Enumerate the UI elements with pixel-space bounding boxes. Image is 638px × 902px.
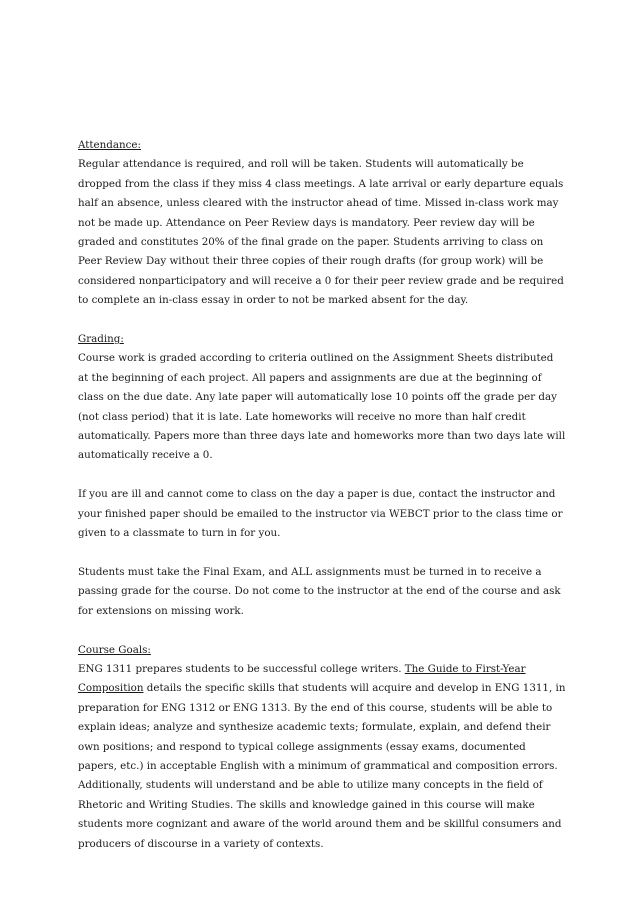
course-goals-heading: Course Goals: xyxy=(78,643,151,656)
final-exam-paragraph: Students must take the Final Exam, and ALL assignments must be turned in to receive a passing grade for the course. Do not come to the instructor at the end of the course and ask for extensions on missing work. xyxy=(78,565,561,617)
paragraph-spacer xyxy=(78,466,566,485)
grading-heading: Grading: xyxy=(78,333,124,346)
grading-paragraph: Course work is graded according to criteria outlined on the Assignment Sheets distributed at the beginning of each project. All papers and assignments are due at the beginning of class on the due date. Any late paper will automatically lose 10 points off the grade per day (not class period) that it is late. Late homeworks will receive no more than half credit automatically. Papers more than three days late and homeworks more than two days late will automatically receive a 0. xyxy=(78,352,566,462)
course-goals-text-end: details the specific skills that students will acquire and develop in ENG 1311, in preparation for ENG 1312 or ENG 1313. By the end of this course, students will be able to explain ideas; analyze and synthesize academic texts; formulate, explain, and defend their own positions; and respond to typical college assignments (essay exams, documented papers, etc.) in acceptable English with a minimum of grammatical and composition errors. Additionally, students will understand and be able to utilize many concepts in the field of Rhetoric and Writing Studies. The skills and knowledge gained in this course will make students more cognizant and aware of the world around them and be skillful consumers and producers of discourse in a variety of contexts. xyxy=(78,682,566,850)
paragraph-spacer xyxy=(78,544,566,563)
paragraph-spacer xyxy=(78,621,566,640)
syllabus-content xyxy=(78,136,566,854)
course-goals-paragraph xyxy=(78,660,566,854)
illness-paragraph: If you are ill and cannot come to class on the day a paper is due, contact the instructor and your finished paper should be emailed to the instructor via WEBCT prior to the class time or given to a classmate to turn in for you. xyxy=(78,488,563,540)
attendance-paragraph: Regular attendance is required, and roll will be taken. Students will automatically be dropped from the class if they miss 4 class meetings. A late arrival or early departure equals half an absence, unless cleared with the instructor ahead of time. Missed in-class work may not be made up. Attendance on Peer Review days is mandatory. Peer review day will be graded and constitutes 20% of the final grade on the paper. Students arriving to class on Peer Review Day without their three copies of their rough drafts (for group work) will be considered nonparticipatory and will receive a 0 for their peer review grade and be required to complete an in-class essay in order to not be marked absent for the day. xyxy=(78,158,564,307)
attendance-heading: Attendance: xyxy=(78,139,141,151)
book-title: The Guide to First-Year Composition xyxy=(78,662,526,695)
paragraph-spacer xyxy=(78,311,566,330)
course-goals-text-start: ENG 1311 prepares students to be successful college writers. xyxy=(78,662,405,675)
